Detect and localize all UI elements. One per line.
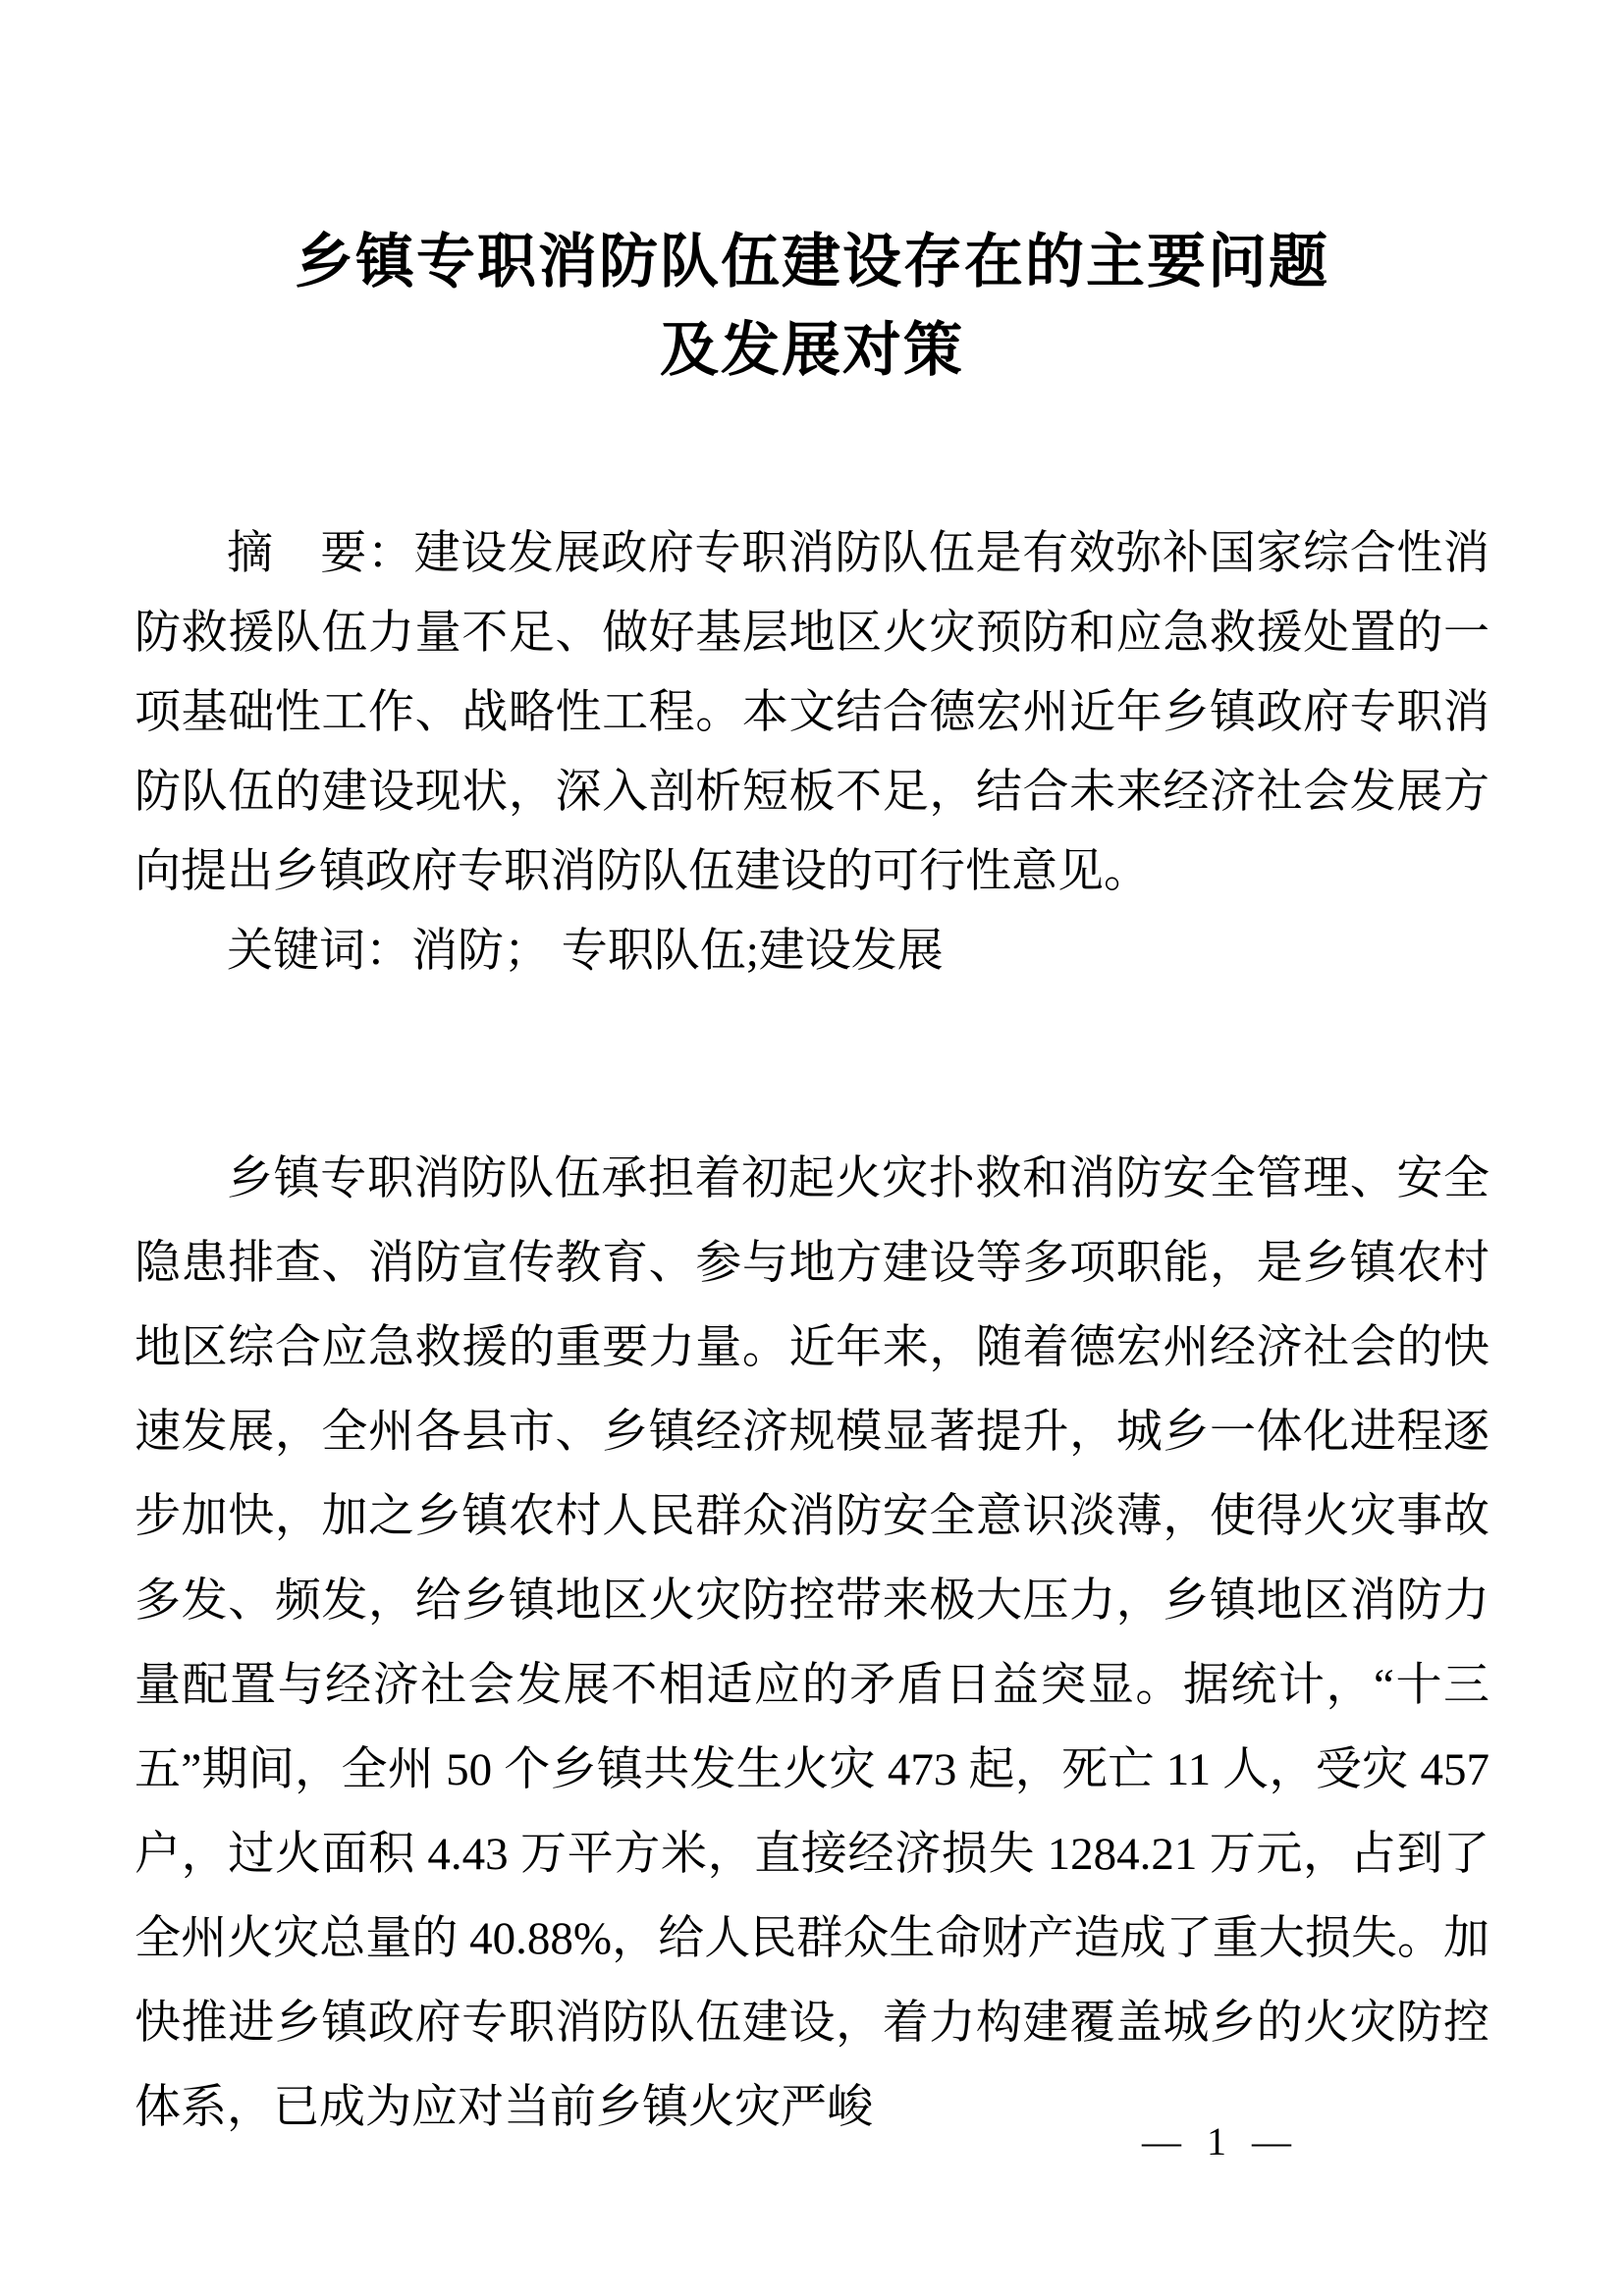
body-paragraph: 乡镇专职消防队伍承担着初起火灾扑救和消防安全管理、安全隐患排查、消防宣传教育、参与地方建设等多项职能，是乡镇农村地区综合应急救援的重要力量。近年来，随着德宏州经济社会的快速发展，全州各县市、乡镇经济规模显著提升，城乡一体化进程逐步加快，加之乡镇农村人民群众消防安全意识淡薄，使得火灾事故多发、频发，给乡镇地区火灾防控带来极大压力，乡镇地区消防力量配置与经济社会发展不相适应的矛盾日益突显。据统计，“十三五”期间，全州 50 个乡镇共发生火灾 473 起，死亡 11 人，受灾 457 户，过火面积 4.43 万平方米，直接经济损失 1284.21 万元，占到了全州火灾总量的 40.88%，给人民群众生命财产造成了重大损失。加快推进乡镇政府专职消防队伍建设，着力构建覆盖城乡的火灾防控体系，已成为应对当前乡镇火灾严峻 xyxy=(135,1153,1489,2133)
keywords-line xyxy=(135,912,1489,991)
abstract-paragraph xyxy=(135,514,1489,912)
page-number: — 1 — xyxy=(1142,2119,1299,2163)
keywords-label: 关键词： xyxy=(227,926,411,977)
abstract-label: 摘 要： xyxy=(227,528,414,579)
page-title-line1: 乡镇专职消防队伍建设存在的主要问题 xyxy=(295,229,1329,294)
page-title-line2: 及发展对策 xyxy=(660,317,964,383)
abstract-text: 建设发展政府专职消防队伍是有效弥补国家综合性消防救援队伍力量不足、做好基层地区火灾预防和应急救援处置的一项基础性工作、战略性工程。本文结合德宏州近年乡镇政府专职消防队伍的建设现状，深入剖析短板不足，结合未来经济社会发展方向提出乡镇政府专职消防队伍建设的可行性意见。 xyxy=(135,528,1490,897)
page-title xyxy=(135,0,1489,395)
keywords-text: 消防； 专职队伍;建设发展 xyxy=(411,926,944,977)
